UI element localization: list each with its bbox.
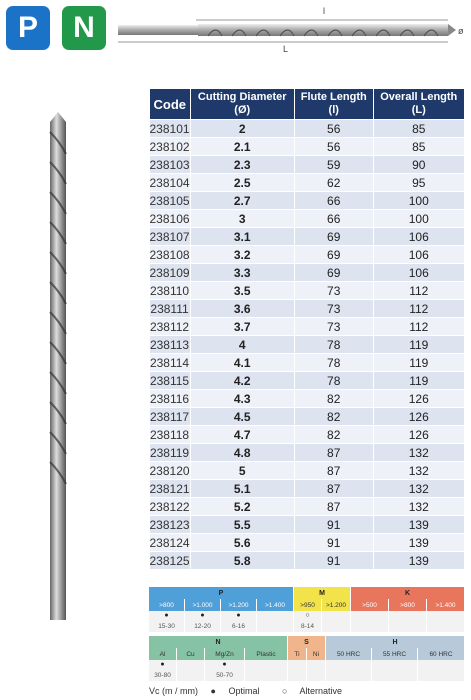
flute-length-cell: 69 [294, 264, 373, 282]
table-row [150, 318, 465, 336]
cutting-speed-legend [149, 686, 362, 696]
cutting-speed-value: 12-20 [185, 620, 221, 632]
table-row [150, 480, 465, 498]
drill-dimension-diagram [118, 0, 468, 60]
flute-length-cell: 91 [294, 516, 373, 534]
table-row [150, 264, 465, 282]
material-n-header: N [149, 636, 288, 648]
diameter-cell: 2.1 [190, 138, 294, 156]
cutting-speed-value: 6-16 [221, 620, 257, 632]
diameter-cell: 3.2 [190, 246, 294, 264]
diameter-cell: 3.1 [190, 228, 294, 246]
overall-length-cell: 119 [373, 336, 464, 354]
material-subgroup-label: Ti [288, 648, 307, 660]
material-k-header: K [351, 587, 465, 599]
flute-length-cell: 56 [294, 120, 373, 138]
cutting-speed-value [372, 669, 418, 681]
overall-length-cell: 126 [373, 408, 464, 426]
diameter-cell: 5 [190, 462, 294, 480]
diameter-cell: 4.8 [190, 444, 294, 462]
table-row [150, 246, 465, 264]
empty-cell [427, 611, 465, 620]
flute-length-cell: 66 [294, 210, 373, 228]
flute-length-cell: 69 [294, 228, 373, 246]
flute-length-cell: 73 [294, 318, 373, 336]
code-cell: 238114 [149, 355, 190, 370]
table-row [150, 282, 465, 300]
diameter-cell: 4.7 [190, 426, 294, 444]
diameter-label: ø [458, 26, 464, 36]
code-cell: 238115 [149, 373, 190, 388]
diameter-cell: 3.7 [190, 318, 294, 336]
diameter-cell: 2.7 [190, 192, 294, 210]
material-subgroup-label: Al [149, 648, 177, 660]
material-m-header: M [294, 587, 351, 599]
flute-length-cell: 91 [294, 552, 373, 570]
cutting-speed-value: 15-30 [149, 620, 185, 632]
code-cell: 238118 [149, 427, 190, 442]
flute-length-cell: 82 [294, 390, 373, 408]
code-cell: 238110 [149, 283, 190, 298]
code-cell: 238112 [149, 319, 190, 334]
column-header-flute-length: Flute Length (l) [294, 89, 373, 120]
optimal-dot-icon: ● [221, 611, 257, 620]
table-row [150, 192, 465, 210]
code-cell: 238117 [149, 409, 190, 424]
table-row [150, 552, 465, 570]
cutting-speed-value: 50-70 [205, 669, 245, 681]
empty-cell [351, 611, 389, 620]
material-subgroup-label: >1.200 [221, 599, 257, 611]
cutting-speed-value [177, 669, 205, 681]
flute-length-cell: 87 [294, 480, 373, 498]
diameter-cell: 3.6 [190, 300, 294, 318]
overall-length-cell: 85 [373, 138, 464, 156]
code-cell: 238104 [149, 175, 190, 190]
diameter-cell: 3.3 [190, 264, 294, 282]
material-h-header: H [326, 636, 465, 648]
flute-length-cell: 87 [294, 444, 373, 462]
table-row [150, 426, 465, 444]
code-cell: 238111 [150, 301, 189, 316]
diameter-cell: 3 [190, 210, 294, 228]
alternative-label: Alternative [299, 686, 342, 696]
table-row [150, 174, 465, 192]
overall-length-cell: 85 [373, 120, 464, 138]
overall-length-cell: 132 [373, 462, 464, 480]
flute-length-cell: 78 [294, 354, 373, 372]
code-cell: 238120 [149, 463, 190, 478]
cutting-speed-value [389, 620, 427, 632]
diameter-cell: 5.8 [190, 552, 294, 570]
material-subgroup-label: Cu [177, 648, 205, 660]
table-row [150, 120, 465, 138]
table-row [150, 408, 465, 426]
overall-length-cell: 132 [373, 498, 464, 516]
cutting-speed-value [307, 669, 326, 681]
overall-length-cell: 100 [373, 210, 464, 228]
diameter-cell: 5.6 [190, 534, 294, 552]
material-group-2 [149, 636, 465, 681]
material-subgroup-label: Mg/Zn [205, 648, 245, 660]
column-header-code: Code [150, 89, 191, 120]
code-cell: 238125 [149, 553, 190, 568]
material-subgroup-label: >1.400 [427, 599, 465, 611]
code-cell: 238108 [149, 247, 190, 262]
cutting-speed-value [418, 669, 465, 681]
table-row [150, 516, 465, 534]
optimal-label: Optimal [228, 686, 260, 696]
cutting-speed-value [326, 669, 372, 681]
material-subgroup-label: Plastic [245, 648, 288, 660]
optimal-dot-icon: ● [185, 611, 221, 620]
flute-length-cell: 59 [294, 156, 373, 174]
overall-length-cell: 100 [373, 192, 464, 210]
material-subgroup-label: >950 [294, 599, 322, 611]
empty-cell [245, 660, 288, 669]
overall-length-cell: 90 [373, 156, 464, 174]
flute-length-cell: 82 [294, 426, 373, 444]
overall-length-cell: 132 [373, 444, 464, 462]
overall-length-cell: 119 [373, 372, 464, 390]
code-cell: 238122 [149, 499, 190, 514]
empty-cell [257, 611, 294, 620]
optimal-dot-icon: ● [210, 686, 216, 696]
overall-length-cell: 139 [373, 552, 464, 570]
material-subgroup-label: >800 [389, 599, 427, 611]
overall-length-cell: 106 [373, 228, 464, 246]
code-cell: 238103 [149, 157, 190, 172]
code-cell: 238105 [149, 193, 190, 208]
vc-unit-label: Vc (m / mm) [149, 686, 198, 696]
material-subgroup-label: 55 HRC [372, 648, 418, 660]
cutting-speed-value [288, 669, 307, 681]
code-cell: 238116 [149, 391, 190, 406]
cutting-speed-value [427, 620, 465, 632]
empty-cell [288, 660, 307, 669]
overall-length-cell: 95 [373, 174, 464, 192]
code-cell: 238109 [149, 265, 190, 280]
diameter-cell: 2.5 [190, 174, 294, 192]
flute-length-cell: 56 [294, 138, 373, 156]
cutting-speed-value: 30-80 [149, 669, 177, 681]
diameter-cell: 5.1 [190, 480, 294, 498]
overall-length-cell: 132 [373, 480, 464, 498]
material-subgroup-label: 50 HRC [326, 648, 372, 660]
cutting-speed-value: 8-14 [294, 620, 322, 632]
diameter-cell: 5.5 [190, 516, 294, 534]
diameter-cell: 4.5 [190, 408, 294, 426]
table-row [150, 210, 465, 228]
flute-length-cell: 66 [294, 192, 373, 210]
material-subgroup-label: >1.400 [257, 599, 294, 611]
empty-cell [326, 660, 372, 669]
material-subgroup-label: Ni [307, 648, 326, 660]
diameter-cell: 4.2 [190, 372, 294, 390]
overall-length-cell: 106 [373, 246, 464, 264]
table-row [150, 444, 465, 462]
overall-length-label: L [283, 44, 289, 54]
material-subgroup-label: >500 [351, 599, 389, 611]
table-row [150, 390, 465, 408]
alternative-dot-icon: ○ [294, 611, 322, 620]
table-row [150, 300, 465, 318]
overall-length-cell: 119 [373, 354, 464, 372]
table-row [150, 336, 465, 354]
column-header-overall-length: Overall Length (L) [373, 89, 464, 120]
material-subgroup-label: 60 HRC [418, 648, 465, 660]
optimal-dot-icon: ● [149, 611, 185, 620]
overall-length-cell: 126 [373, 426, 464, 444]
cutting-speed-value [351, 620, 389, 632]
code-cell: 238107 [149, 229, 190, 244]
overall-length-cell: 112 [373, 282, 464, 300]
overall-length-cell: 112 [373, 318, 464, 336]
flute-length-cell: 87 [294, 462, 373, 480]
empty-cell [372, 660, 418, 669]
diameter-cell: 4 [190, 336, 294, 354]
flute-length-cell: 73 [294, 300, 373, 318]
table-row [150, 372, 465, 390]
cutting-speed-value [322, 620, 351, 632]
material-p-header: P [149, 587, 294, 599]
diameter-cell: 2.3 [190, 156, 294, 174]
column-header-cutting-diameter: Cutting Diameter (Ø) [190, 89, 294, 120]
empty-cell [389, 611, 427, 620]
material-s-header: S [288, 636, 326, 648]
diameter-cell: 4.3 [190, 390, 294, 408]
material-group-1 [149, 587, 465, 632]
material-subgroup-label: >1.200 [322, 599, 351, 611]
drill-image [38, 112, 78, 622]
flute-length-cell: 62 [294, 174, 373, 192]
empty-cell [177, 660, 205, 669]
material-subgroup-label: >1.000 [185, 599, 221, 611]
empty-cell [322, 611, 351, 620]
flute-length-cell: 91 [294, 534, 373, 552]
flute-length-cell: 78 [294, 336, 373, 354]
flute-length-cell: 78 [294, 372, 373, 390]
code-cell: 238121 [149, 481, 190, 496]
code-cell: 238123 [149, 517, 190, 532]
optimal-dot-icon: ● [205, 660, 245, 669]
overall-length-cell: 126 [373, 390, 464, 408]
alternative-dot-icon: ○ [282, 686, 288, 696]
flute-length-label: l [323, 6, 325, 16]
material-p-badge: P [6, 6, 50, 50]
flute-length-cell: 69 [294, 246, 373, 264]
table-row [150, 354, 465, 372]
diameter-cell: 4.1 [190, 354, 294, 372]
alternative-legend [282, 686, 352, 696]
optimal-legend [211, 686, 270, 696]
table-row [150, 138, 465, 156]
material-subgroup-label: >800 [149, 599, 185, 611]
diameter-cell: 3.5 [190, 282, 294, 300]
code-cell: 238113 [149, 337, 190, 352]
material-n-badge: N [62, 6, 106, 50]
code-cell: 238101 [149, 121, 190, 136]
flute-length-cell: 73 [294, 282, 373, 300]
table-row [150, 462, 465, 480]
empty-cell [307, 660, 326, 669]
code-cell: 238124 [149, 535, 190, 550]
overall-length-cell: 112 [373, 300, 464, 318]
table-row [150, 228, 465, 246]
table-row [150, 156, 465, 174]
diameter-cell: 2 [190, 120, 294, 138]
code-cell: 238119 [149, 445, 190, 460]
overall-length-cell: 106 [373, 264, 464, 282]
optimal-dot-icon: ● [149, 660, 177, 669]
cutting-speed-value [245, 669, 288, 681]
code-cell: 238102 [149, 139, 190, 154]
flute-length-cell: 82 [294, 408, 373, 426]
overall-length-cell: 139 [373, 534, 464, 552]
empty-cell [418, 660, 465, 669]
code-cell: 238106 [149, 211, 190, 226]
flute-length-cell: 87 [294, 498, 373, 516]
table-row [150, 534, 465, 552]
drill-spec-table [149, 88, 465, 570]
diameter-cell: 5.2 [190, 498, 294, 516]
table-row [150, 498, 465, 516]
overall-length-cell: 139 [373, 516, 464, 534]
cutting-speed-value [257, 620, 294, 632]
